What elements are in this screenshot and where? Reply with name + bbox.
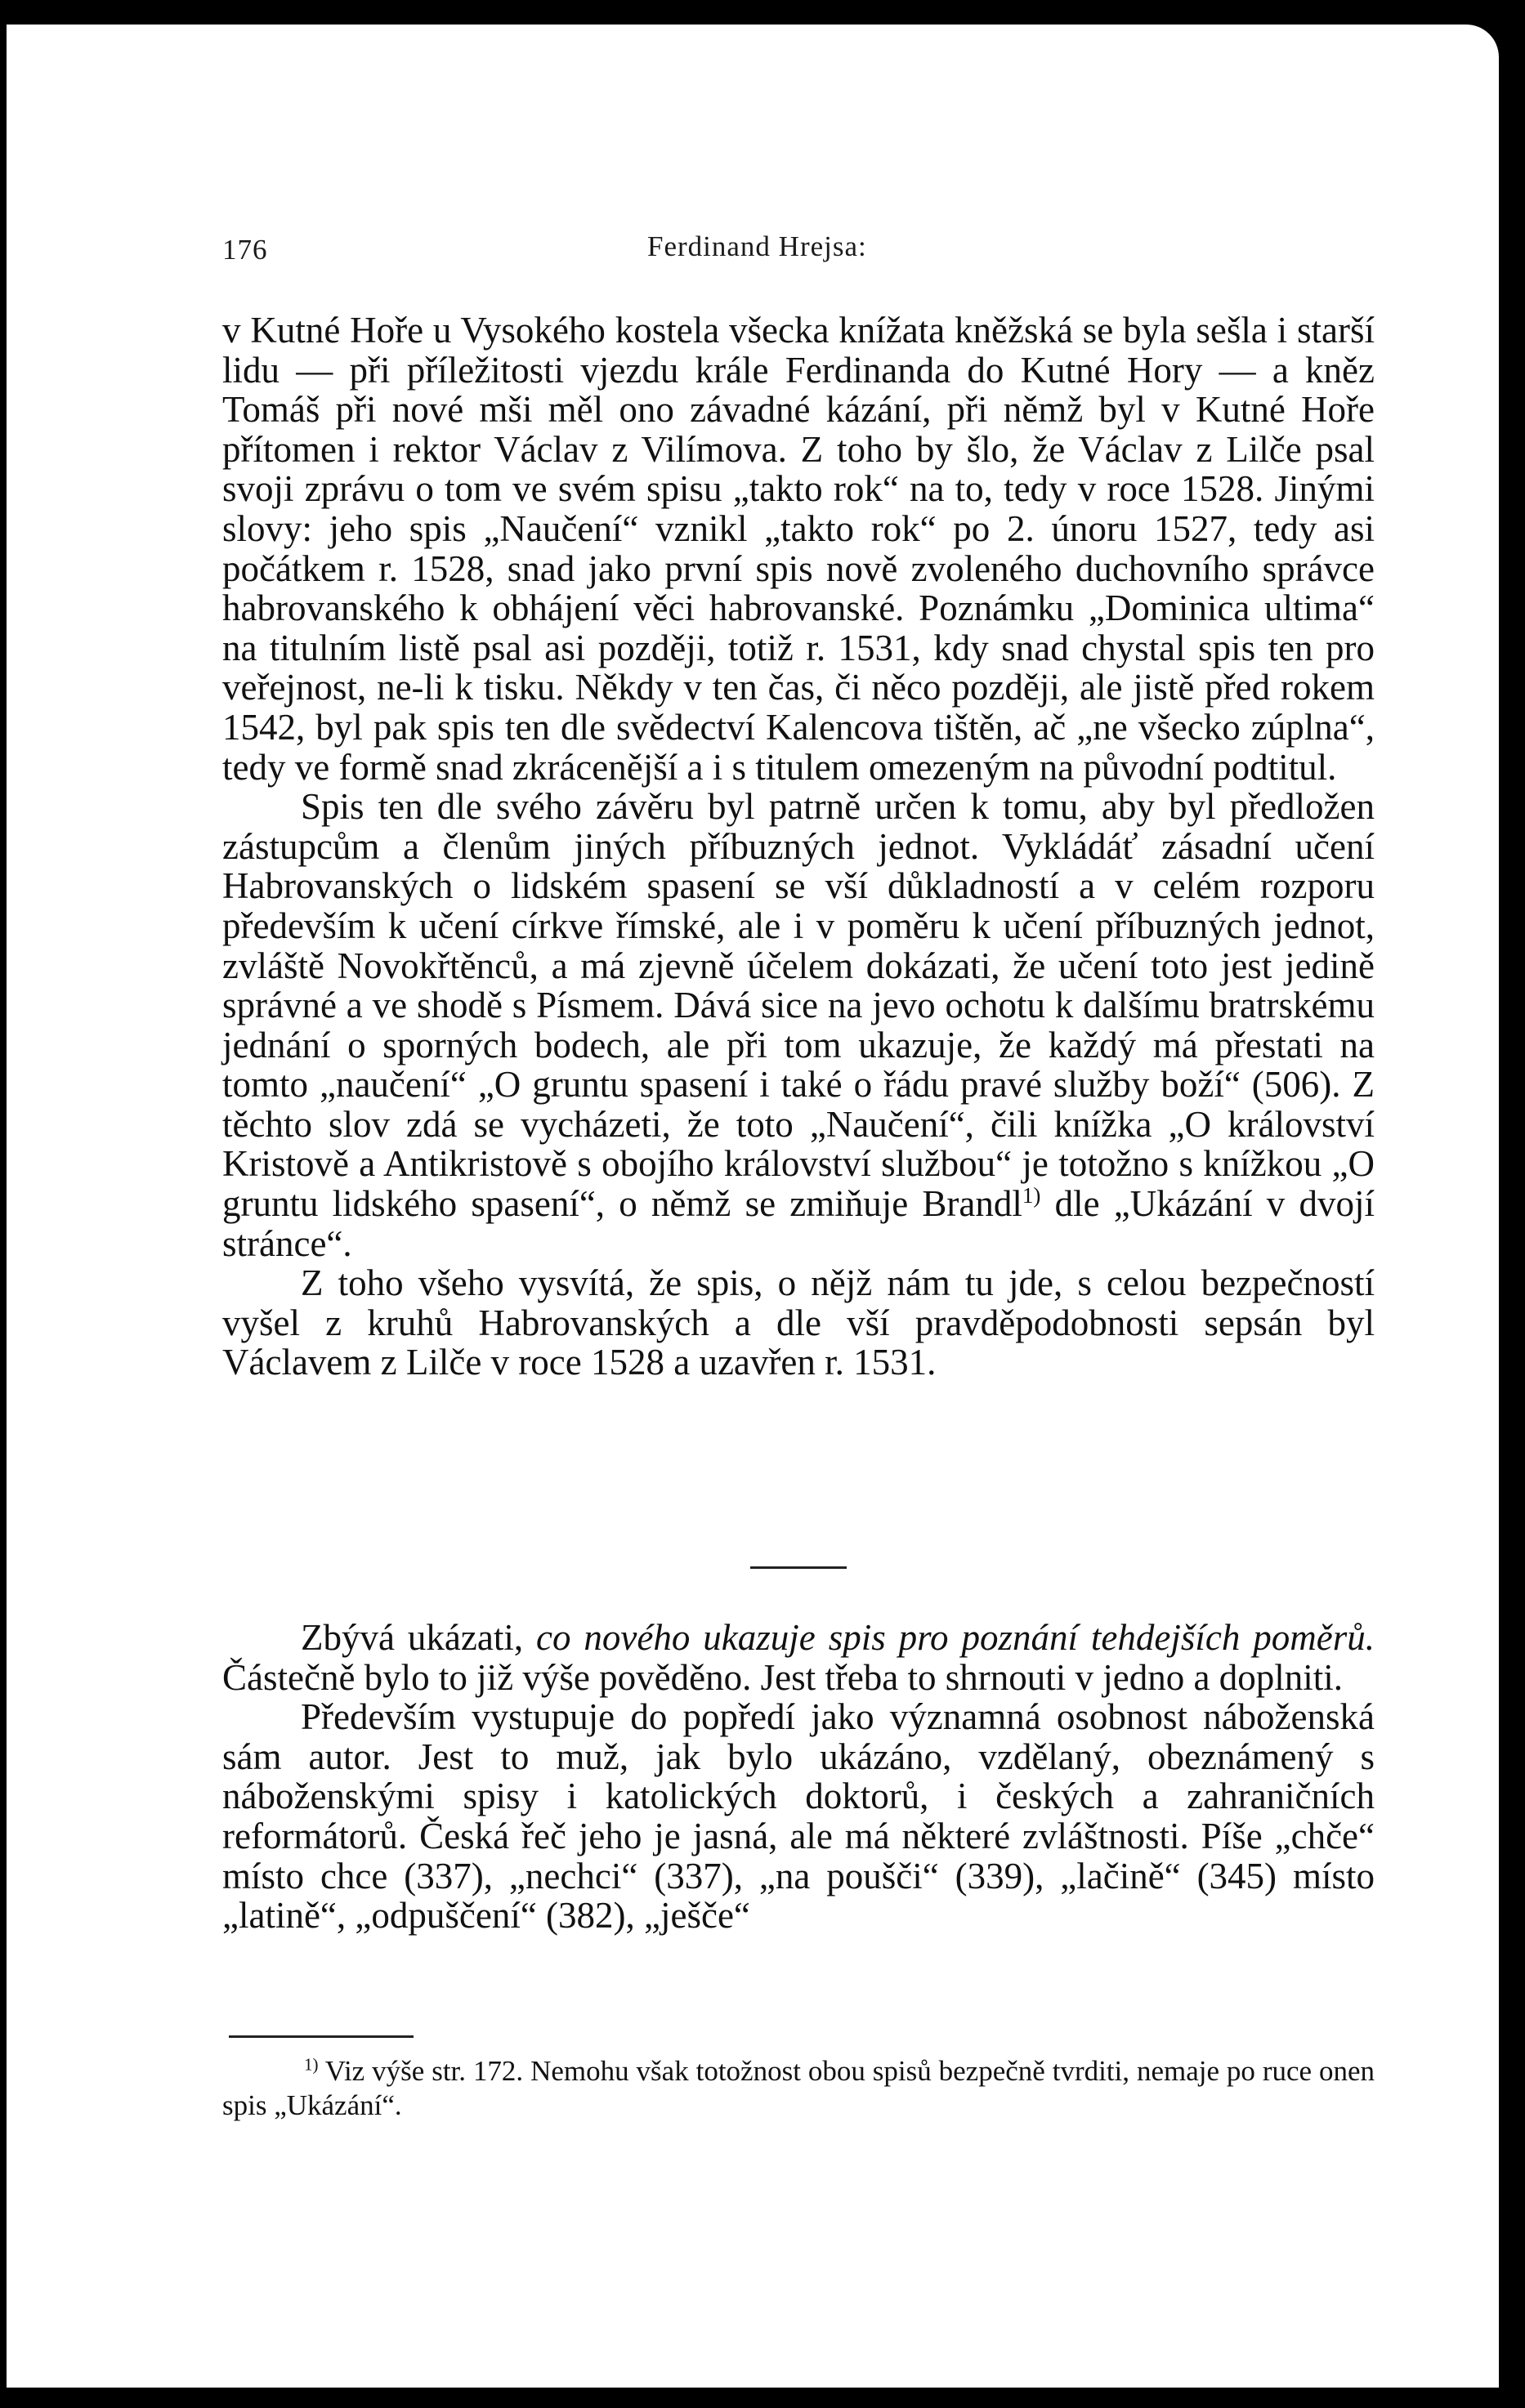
footnote-text: Viz výše str. 172. Nemohu však totožnost obou spisů bezpečně tvrditi, nemaje po ruce onen spis „Ukázání“. — [222, 2055, 1375, 2121]
running-title: Ferdinand Hrejsa: — [647, 230, 867, 262]
page-header — [222, 219, 1375, 268]
section-2-paragraph-2: Především vystupuje do popředí jako významná osobnost náboženská sám autor. Jest to muž, jak bylo ukázáno, vzdělaný, obeznámený s náboženskými spisy i katolických doktorů, i českých a zahraničních reformátorů. Česká řeč jeho je jasná, ale má některé zvláštnosti. Píše „chče“ místo chce (337), „nechci“ (337), „na poušči“ (339), „lačině“ (345) místo „latině“, „odpuščení“ (382), „ješče“ — [222, 1696, 1375, 1937]
paragraph-3: Z toho všeho vysvítá, že spis, o nějž nám tu jde, s celou bezpečností vyšel z kruhů Habrovanských a dle vší pravděpodobnosti sepsán byl Václavem z Lilče v roce 1528 a uzavřen r. 1531. — [222, 1262, 1375, 1383]
section-divider — [750, 1566, 847, 1569]
section-2-text — [222, 1618, 1375, 1936]
paragraph-2-end: dle „Ukázání v dvojí stránce“. — [222, 1183, 1375, 1264]
footnote-marker: 1) — [304, 2054, 319, 2075]
section-2-paragraph-1 — [222, 1618, 1375, 1697]
footnote — [222, 2054, 1375, 2123]
section-2-p1-end: Částečně bylo to již výše pověděno. Jest třeba to shrnouti v jedno a doplniti. — [222, 1656, 1343, 1698]
section-2-p1-italic: co nového ukazuje spis pro poznání tehdejších poměrů. — [536, 1617, 1375, 1658]
footnote-rule — [229, 2035, 414, 2038]
paragraph-2-text: Spis ten dle svého závěru byl patrně určen k tomu, aby byl předložen zástupcům a členům jiných příbuzných jednot. Vykládáť zásadní učení Habrovanských o lidském spasení se vší důkladností a v celém rozporu především k učení církve římské, ale i v poměru k učení příbuzných jednot, zvláště Novokřtěnců, a má zjevně účelem dokázati, že učení toto jest jedině správné a ve shodě s Písmem. Dává sice na jevo ochotu k dalšímu bratrskému jednání o sporných bodech, ale při tom ukazuje, že každý má přestati na tomto „naučení“ „O gruntu spasení i také o řádu pravé služby boží“ (506). Z těchto slov zdá se vycházeti, že toto „Naučení“, čili knížka „O království Kristově a Antikristově s obojího království službou“ je totožno s knížkou „O gruntu lidského spasení“, o němž se zmiňuje Brandl — [222, 786, 1375, 1225]
section-2-p1-start: Zbývá ukázati, — [301, 1617, 537, 1658]
page-number: 176 — [222, 234, 268, 266]
main-text — [222, 310, 1375, 1383]
paragraph-2 — [222, 787, 1375, 1263]
paragraph-1: v Kutné Hoře u Vysokého kostela všecka knížata kněžská se byla sešla i starší lidu — při příležitosti vjezdu krále Ferdinanda do Kutné Hory — a kněz Tomáš při nové mši měl ono závadné kázání, při němž byl v Kutné Hoře přítomen i rektor Václav z Vilímova. Z toho by šlo, že Václav z Lilče psal svoji zprávu o tom ve svém spisu „takto rok“ na to, tedy v roce 1528. Jinými slovy: jeho spis „Naučení“ vznikl „takto rok“ po 2. únoru 1527, tedy asi počátkem r. 1528, snad jako první spis nově zvoleného duchovního správce habrovanského k obhájení věci habrovanské. Poznámku „Dominica ultima“ na titulním listě psal asi později, totiž r. 1531, kdy snad chystal spis ten pro veřejnost, ne-li k tisku. Někdy v ten čas, či něco později, ale jistě před rokem 1542, byl pak spis ten dle svědectví Kalencova tištěn, ač „ne všecko zúplna“, tedy ve formě snad zkrácenější a i s titulem omezeným na původní podtitul. — [222, 310, 1375, 788]
footnote-reference: 1) — [1022, 1183, 1041, 1208]
